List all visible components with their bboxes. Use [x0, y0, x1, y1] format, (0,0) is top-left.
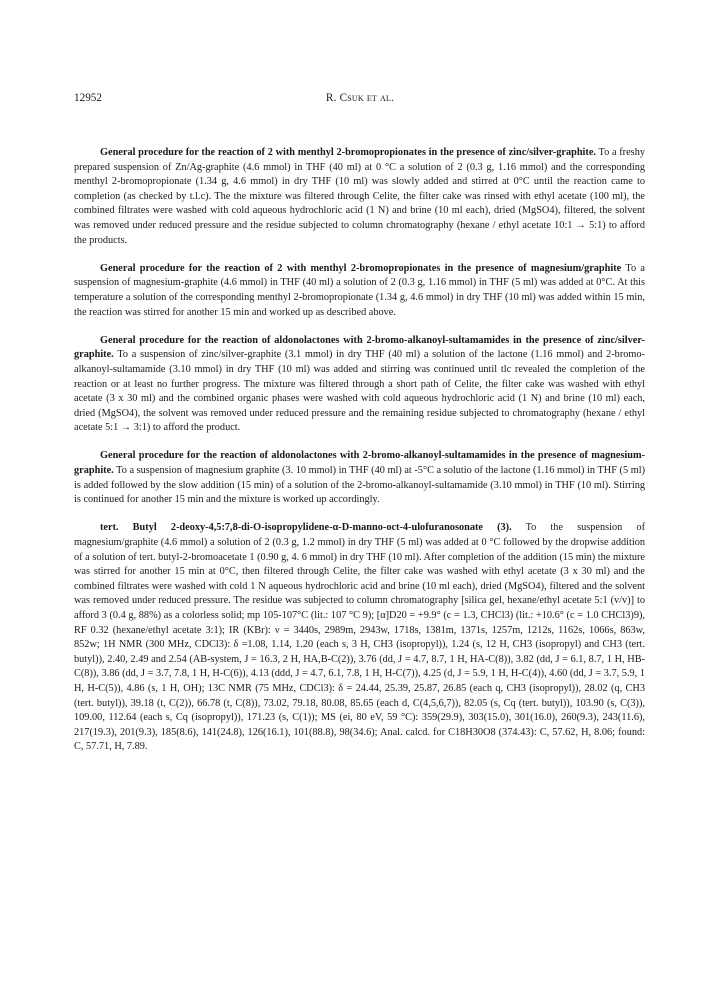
page-number: 12952 [74, 92, 102, 104]
paragraph-body: To a suspension of magnesium graphite (3. 10 mmol) in THF (40 ml) at -5°C a solutio of the lactone (1.16 mmol) in THF (5 ml) is added followed by the slow addition (15 min) of a solution of the 2-bromo-alkanoyl-sultamamide (3.10 mmol) in THF (10 ml). Stirring is continued for another 15 min and the mixture is worked up accordingly. [74, 465, 645, 506]
procedure-paragraph [74, 146, 645, 248]
paragraph-body: To a suspension of magnesium-graphite (4.6 mmol) in THF (40 ml) a solution of 2 (0.3 g, 1.16 mmol) in THF (5 ml) was added at 0°C. At this temperature a solution of the corresponding menthyl 2-bromopropionate (1.34 g, 4.6 mmol) in dry THF (10 ml) was added within 15 min, the reaction was stirred for another 15 min and worked up as described above. [74, 262, 645, 318]
paragraph-body: To a freshy prepared suspension of Zn/Ag-graphite (4.6 mmol) in THF (40 ml) at 0 °C a solution of 2 (0.3 g, 1.16 mmol) and the corresponding menthyl 2-bromopropionate (1.34 g, 4.6 mmol) in dry THF (10 ml) was slowly added and stirred at 0°C until the reaction came to completion (as checked by t.l.c). The the mixture was filtered through Celite, the filter cake was rinsed with ethyl acetate (100 ml), the combined filtrates were washed with cold aqueous hydrochloric acid (1 N) and brine (10 ml each), dried (MgSO4), filtered, the solvent was removed under reduced pressure and the residue subjected to column chromatography (hexane / ethyl acetate 10:1 → 5:1) to afford the products. [74, 147, 645, 246]
running-head: R. Csuk et al. [325, 92, 395, 104]
compound-heading: tert. Butyl 2-deoxy-4,5:7,8-di-O-isopropylidene-α-D-manno-oct-4-ulofuranosonate (3). [100, 522, 512, 534]
compound-data: To the suspension of magnesium/graphite (4.6 mmol) a solution of 2 (0.3 g, 1.2 mmol) in dry THF (5 ml) was added at 0 °C followed by the dropwise addition of a solution of tert. butyl-2-bromoacetate 1 (0.90 g, 4. 6 mmol) in dry THF (10 ml). After completion of the addition (15 min) the mixture was stirred for another 15 min at 0°C, then filtered through Celite, the filter cake was washed with ethyl acetate (3 x 30 ml) and the combined filtrates were washed with cold 1 N aqueous hydrochloric acid and brine (10 ml each), dried (MgSO4), filtered and the solvent was removed under reduced pressure. The residue was subjected to column chromatography [silica gel, hexane/ethyl acetate 5:1 (v/v)] to afford 3 (0.4 g, 88%) as a colorless solid; mp 105-107°C (lit.: 107 °C 9); [α]D20 = +9.9° (c = 1.3, CHCl3) (lit.: +10.6° (c = 1.0 CHCl3)9), RF 0.32 (hexane/ethyl acetate 3:1); IR (KBr): ν = 3440s, 2989m, 2943w, 1718s, 1381m, 1371s, 1257m, 1212s, 1162s, 1066s, 863w, 852w; 1H NMR (300 MHz, CDCl3): δ =1.08, 1.14, 1.20 (each s, 3 H, CH3 (isopropyl)), 1.24 (s, 12 H, CH3 (isopropyl) and CH3 (tert. butyl)), 2.40, 2.49 and 2.54 (AB-system, J = 16.3, 2 H, HA,B-C(2)), 3.76 (dd, J = 4.7, 8.7, 1 H, HA-C(8)), 3.82 (dd, J = 6.1, 8.7, 1 H, HB-C(8)), 3.86 (dd, J = 3.7, 7.8, 1 H, H-C(6)), 4.13 (ddd, J = 4.7, 6.1, 7.8, 1 H, H-C(7)), 4.25 (d, J = 5.9, 1 H, H-C(4)), 4.60 (dd, J = 3.7, 5.9, 1 H, H-C(5)), 4.86 (s, 1 H, OH); 13C NMR (75 MHz, CDCl3): δ = 24.44, 25.39, 25.87, 26.85 (each q, CH3 (isopropyl)), 28.02 (q, CH3 (tert. butyl)), 39.18 (t, C(2)), 66.78 (t, C(8)), 73.02, 79.18, 80.08, 85.65 (each d, C(4,5,6,7)), 82.05 (s, Cq (tert. butyl)), 103.90 (s, C(3)), 109.00, 112.64 (each s, Cq (isopropyl)), 171.23 (s, C(1)); MS (ei, 80 eV, 59 °C): 359(29.9), 303(15.0), 301(16.0), 260(9.3), 243(11.6), 217(19.3), 201(9.3), 185(8.6), 141(24.8), 126(16.1), 101(88.8), 98(34.6); Anal. calcd. for C18H30O8 (374.43): C, 57.62, H, 8.06; found: C, 57.71, H, 7.89. [74, 522, 646, 753]
page-header [74, 92, 646, 108]
paragraph-heading: General procedure for the reaction of 2 with menthyl 2-bromopropionates in the presence of zinc/silver-graphite. [100, 147, 596, 158]
paragraph-heading: General procedure for the reaction of 2 with menthyl 2-bromopropionates in the presence of magnesium/graphite [100, 262, 622, 274]
paragraph-heading: General procedure for the reaction of aldonolactones with 2-bromo-alkanoyl-sultamamides in the presence of magnesium-graphite. [74, 450, 645, 477]
procedure-paragraph [74, 449, 645, 507]
compound-paragraph [74, 521, 645, 755]
procedure-paragraph [74, 262, 645, 320]
paragraph-heading: General procedure for the reaction of aldonolactones with 2-bromo-alkanoyl-sultamamides in the presence of zinc/silver-graphite. [74, 334, 645, 361]
procedure-paragraph [74, 334, 645, 436]
paragraph-body: To a suspension of zinc/silver-graphite (3.1 mmol) in dry THF (40 ml) a solution of the lactone (1.16 mmol) and 2-bromo-alkanoyl-sultamamide (3.10 mmol) in dry THF (10 ml) was added and stirring was continued until tlc revealed the completion of the reaction or at least no further progress. The mixture was filtered through a short path of Celite, the filter cake was washed with ethyl acetate (3 x 30 ml) and the combined organic phases were washed with cold aqueous hydrochloric acid (1 N) and brine (10 ml) each, dried (MgSO4), the solvent was removed under reduced pressure and the remaining residue subjected to chromatography (hexane / ethyl acetate 5:1 → 3:1) to afford the product. [74, 349, 645, 434]
article-body [74, 146, 645, 769]
